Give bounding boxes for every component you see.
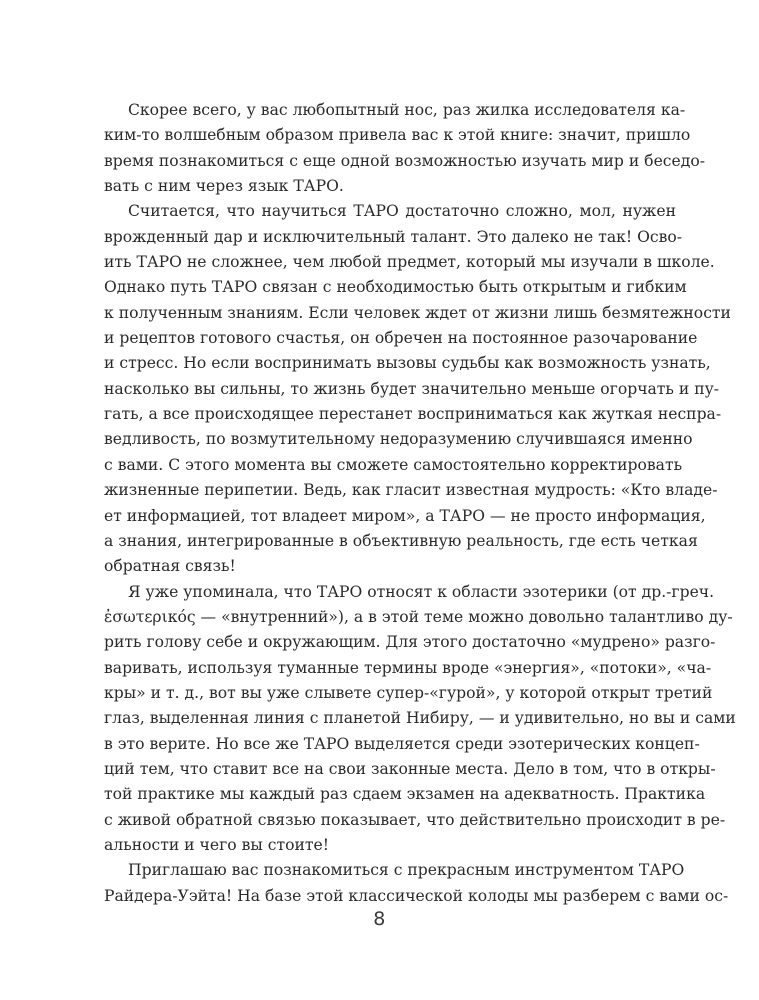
text-line: и рецептов готового счастья, он обречен на постоянное разочарование <box>104 329 698 348</box>
text-line: Приглашаю вас познакомиться с прекрасным инструментом ТАРО <box>128 861 685 880</box>
text-line: ким-то волшебным образом привела вас к этой книге: значит, пришло <box>104 126 691 145</box>
page-number: 8 <box>373 908 386 930</box>
text-line: той практике мы каждый раз сдаем экзамен на адекватность. Практика <box>104 785 706 804</box>
text-line: гать, а все происходящее перестанет восприниматься как жуткая неспра- <box>104 405 722 424</box>
text-line: обратная связь! <box>104 557 236 576</box>
text-line: ций тем, что ставит все на свои законные места. Дело в том, что в откры- <box>104 759 716 778</box>
text-line: ведливость, по возмутительному недоразумению случившаяся именно <box>104 430 693 449</box>
text-line: Однако путь ТАРО связан с необходимостью быть открытым и гибким <box>104 278 687 297</box>
text-line: Считается, что научиться ТАРО достаточно сложно, мол, нужен <box>128 202 676 221</box>
text-line: кры» и т. д., вот вы уже слывете супер-«гурой», у которой открыт третий <box>104 683 713 702</box>
text-line: Райдера-Уэйта! На базе этой классической колоды мы разберем с вами ос- <box>104 886 729 905</box>
text-line: варивать, используя туманные термины вроде «энергия», «потоки», «ча- <box>104 658 712 677</box>
text-line: время познакомиться с еще одной возможностью изучать мир и беседо- <box>104 151 706 170</box>
text-line: с живой обратной связью показывает, что действительно происходит в ре- <box>104 810 726 829</box>
text-line: с вами. С этого момента вы сможете самостоятельно корректировать <box>104 455 683 474</box>
text-line: в это верите. Но все же ТАРО выделяется среди эзотерических концеп- <box>104 734 700 753</box>
text-line: ет информацией, тот владеет миром», а ТАРО — не просто информация, <box>104 506 706 525</box>
text-line: врожденный дар и исключительный талант. Это далеко не так! Осво- <box>104 227 683 246</box>
text-line: вать с ним через язык ТАРО. <box>104 177 344 196</box>
text-line: альности и чего вы стоите! <box>104 835 329 854</box>
text-line: насколько вы сильны, то жизнь будет значительно меньше огорчать и пу- <box>104 379 720 398</box>
text-line: глаз, выделенная линия с планетой Нибиру, — и удивительно, но вы и сами <box>104 709 736 728</box>
text-line: ить ТАРО не сложнее, чем любой предмет, который мы изучали в школе. <box>104 253 715 272</box>
text-line: ἐσωτερικός — «внутренний»), а в этой теме можно довольно талантливо ду- <box>104 607 733 626</box>
text-line: рить голову себе и окружающим. Для этого достаточно «мудрено» разго- <box>104 633 716 652</box>
text-line: к полученным знаниям. Если человек ждет от жизни лишь безмятежности <box>104 303 731 322</box>
text-line: Скорее всего, у вас любопытный нос, раз жилка исследователя ка- <box>128 101 686 119</box>
text-line: а знания, интегрированные в объективную реальность, где есть четкая <box>104 531 698 550</box>
text-line: и стресс. Но если воспринимать вызовы судьбы как возможность узнать, <box>104 354 711 373</box>
body-text <box>104 98 736 909</box>
text-line: Я уже упоминала, что ТАРО относят к области эзотерики (от др.-греч. <box>128 582 715 601</box>
text-line: жизненные перипетии. Ведь, как гласит известная мудрость: «Кто владе- <box>104 481 718 500</box>
